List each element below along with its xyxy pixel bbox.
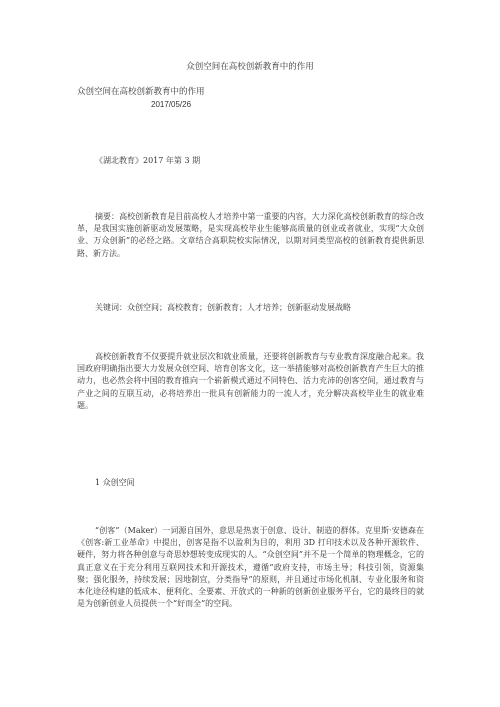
intro-paragraph: 高校创新教育不仅要提升就业层次和就业质量，还要将创新教育与专业教育深度融合起来。我国政府明确指出要大力发展众创空间、培育创客文化，这一举措能够对高校创新教育产生巨大的推动力，也必然会将中国的教育推向一个崭新模式通过不同特色、活力充沛的创客空间，通过教育与产业之间的互联互动，必将培养出一批具有创新能力的一流人才，充分解决高校毕业生的就业难题。 bbox=[77, 352, 424, 410]
document-title: 众创空间在高校创新教育中的作用 bbox=[186, 62, 314, 72]
abstract-paragraph: 摘要：高校创新教育是目前高校人才培养中第一重要的内容，大力深化高校创新教育的综合改革，是我国实施创新驱动发展策略，是实现高校毕业生能够高质量的创业或者就业，实现“大众创业、万众创新”的必经之路。文章结合高职院校实际情况，以期对同类型高校的创新教育提供新思路、新方法。 bbox=[77, 212, 424, 258]
keywords-paragraph: 关键词：众创空间；高校教育；创新教育；人才培养；创新驱动发展战略 bbox=[95, 303, 351, 312]
article-title: 众创空间在高校创新教育中的作用 bbox=[77, 87, 205, 97]
maker-paragraph: “创客”（Maker）一词源自国外，意思是热衷于创意、设计、制造的群体。克里斯·安德森在《创客:新工业革命》中提出，创客是指不以盈利为目的，利用 3D 打印技术以及各种开源软件、硬件，努力将各种创意与奇思妙想转变成现实的人。“众创空间”并不是一个简单的物理概念，它的真正意义在于充分利用互联网技术和开源技术，遵循“政府支持，市场主导；科技引领，资源集聚；强化服务，持续发展；因地制宜，分类指导”的原则，并且通过市场化机制、专业化服务和资本化途径构建的低成本、便利化、全要素、开放式的一种新的创新创业服务平台，它的最终目的就是为创新创业人员提供一个“好而全”的空间。 bbox=[77, 526, 424, 609]
article-date: 2017/05/26 bbox=[151, 100, 192, 109]
article-source: 《湖北教育》2017 年第 3 期 bbox=[95, 156, 201, 165]
section-heading: 1 众创空间 bbox=[95, 478, 135, 487]
